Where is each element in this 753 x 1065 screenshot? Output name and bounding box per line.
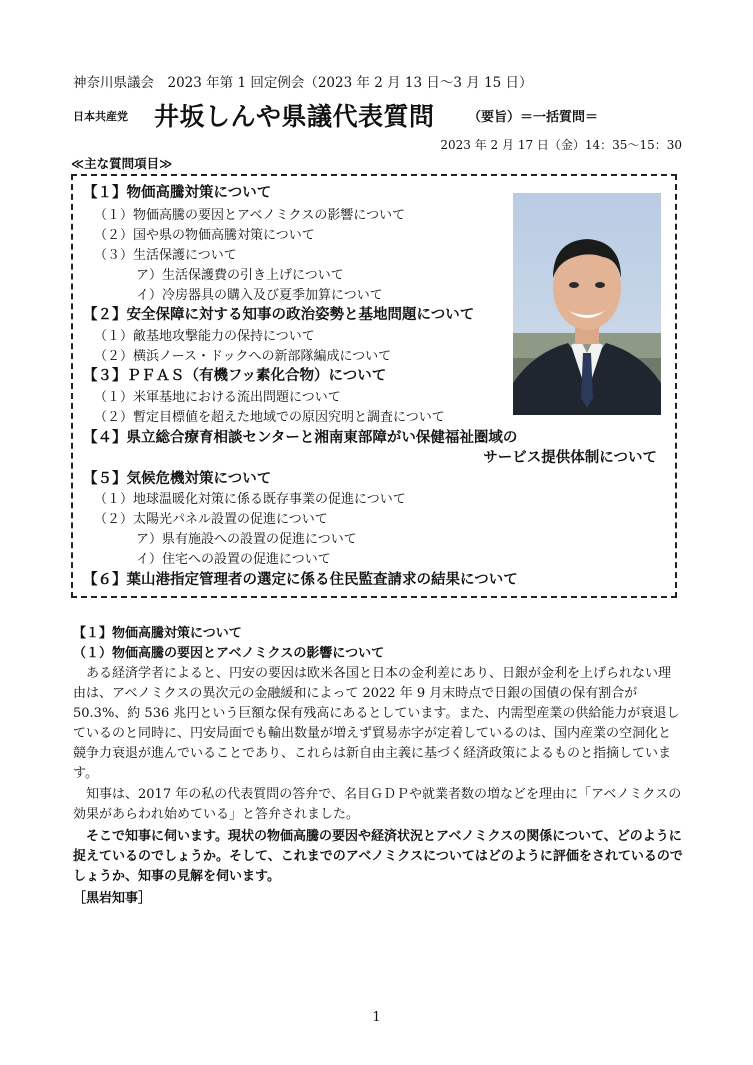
toc-subsubitem: イ）住宅への設置の促進について bbox=[136, 552, 331, 567]
section-heading: 【１】物価高騰対策について bbox=[73, 626, 242, 641]
toc-subitem: （１）物価高騰の要因とアベノミクスの影響について bbox=[94, 208, 406, 223]
portrait-photo bbox=[513, 193, 661, 415]
paragraph-2: 知事は、2017 年の私の代表質問の答弁で、名目ＧＤＰや就業者数の増などを理由に「アベノミクスの効果があらわれ始めている」と答弁されました。 bbox=[73, 787, 682, 822]
toc-box bbox=[71, 174, 677, 598]
toc-subsubitem: イ）冷房器具の購入及び夏季加算について bbox=[136, 288, 383, 303]
toc-subitem: （２）国や県の物価高騰対策について bbox=[94, 228, 315, 243]
title-suffix: （要旨）＝一括質問＝ bbox=[468, 110, 599, 125]
toc-heading: ≪主な質問項目≫ bbox=[71, 156, 173, 171]
assembly-session-line: 神奈川県議会 2023 年第 1 回定例会（2023 年 2 月 13 日～3 月 15 日） bbox=[73, 75, 533, 91]
toc-subitem: （１）米軍基地における流出問題について bbox=[94, 390, 341, 405]
document-title: 井坂しんや県議代表質問 bbox=[154, 102, 435, 131]
party-name: 日本共産党 bbox=[73, 110, 128, 123]
paragraph-1: ある経済学者によると、円安の要因は欧米各国と日本の金利差にあり、日銀が金利を上げられない理由は、アベノミクスの異次元の金融緩和によって 2022 年 9 月末時点で日銀の国債の保有割合が 50.3%、約 536 兆円という巨額な保有残高にあるとしています。また、内需型産業の供給能力が衰退しているのと同時に、円安局面でも輸出数量が増えず貿易赤字が定着しているのは、国内産業の空洞化と競争力衰退が進んでいることであり、これらは新自由主義に基づく経済政策によるものと指摘しています。 bbox=[73, 666, 680, 781]
toc-subitem: （１）地球温暖化対策に係る既存事業の促進について bbox=[94, 492, 406, 507]
toc-subitem: （２）太陽光パネル設置の促進について bbox=[94, 512, 328, 527]
toc-subsubitem: ア）生活保護費の引き上げについて bbox=[136, 268, 344, 283]
toc-item-4: 【４】県立総合療育相談センターと湘南東部障がい保健福祉圏域の bbox=[83, 430, 518, 446]
page-number: 1 bbox=[372, 1010, 381, 1025]
toc-item-2: 【２】安全保障に対する知事の政治姿勢と基地問題について bbox=[83, 307, 475, 323]
answer-label: ［黒岩知事］ bbox=[73, 891, 152, 906]
portrait-image bbox=[513, 193, 661, 415]
toc-item-1: 【１】物価高騰対策について bbox=[83, 185, 272, 201]
toc-item-3: 【３】ＰＦＡＳ（有機フッ素化合物）について bbox=[83, 368, 387, 384]
toc-subitem: （３）生活保護について bbox=[94, 248, 237, 263]
toc-subitem: （１）敵基地攻撃能力の保持について bbox=[94, 329, 315, 344]
toc-item-6: 【６】葉山港指定管理者の選定に係る住民監査請求の結果について bbox=[83, 572, 518, 588]
question-date: 2023 年 2 月 17 日（金）14：35～15：30 bbox=[440, 138, 682, 152]
toc-subitem: （２）横浜ノース・ドックへの新部隊編成について bbox=[94, 349, 392, 364]
toc-item-5: 【５】気候危機対策について bbox=[83, 471, 272, 487]
toc-subsubitem: ア）県有施設への設置の促進について bbox=[136, 532, 357, 547]
toc-subitem: （２）暫定目標値を超えた地域での原因究明と調査について bbox=[94, 410, 445, 425]
sub-heading: （１）物価高騰の要因とアベノミクスの影響について bbox=[73, 646, 385, 661]
toc-item-4-continued: サービス提供体制について bbox=[483, 450, 657, 466]
paragraph-3-question: そこで知事に伺います。現状の物価高騰の要因や経済状況とアベノミクスの関係について、どのように捉えているのでしょうか。そして、これまでのアベノミクスについてはどのように評価をされているのでしょうか、知事の見解を伺います。 bbox=[73, 829, 683, 884]
